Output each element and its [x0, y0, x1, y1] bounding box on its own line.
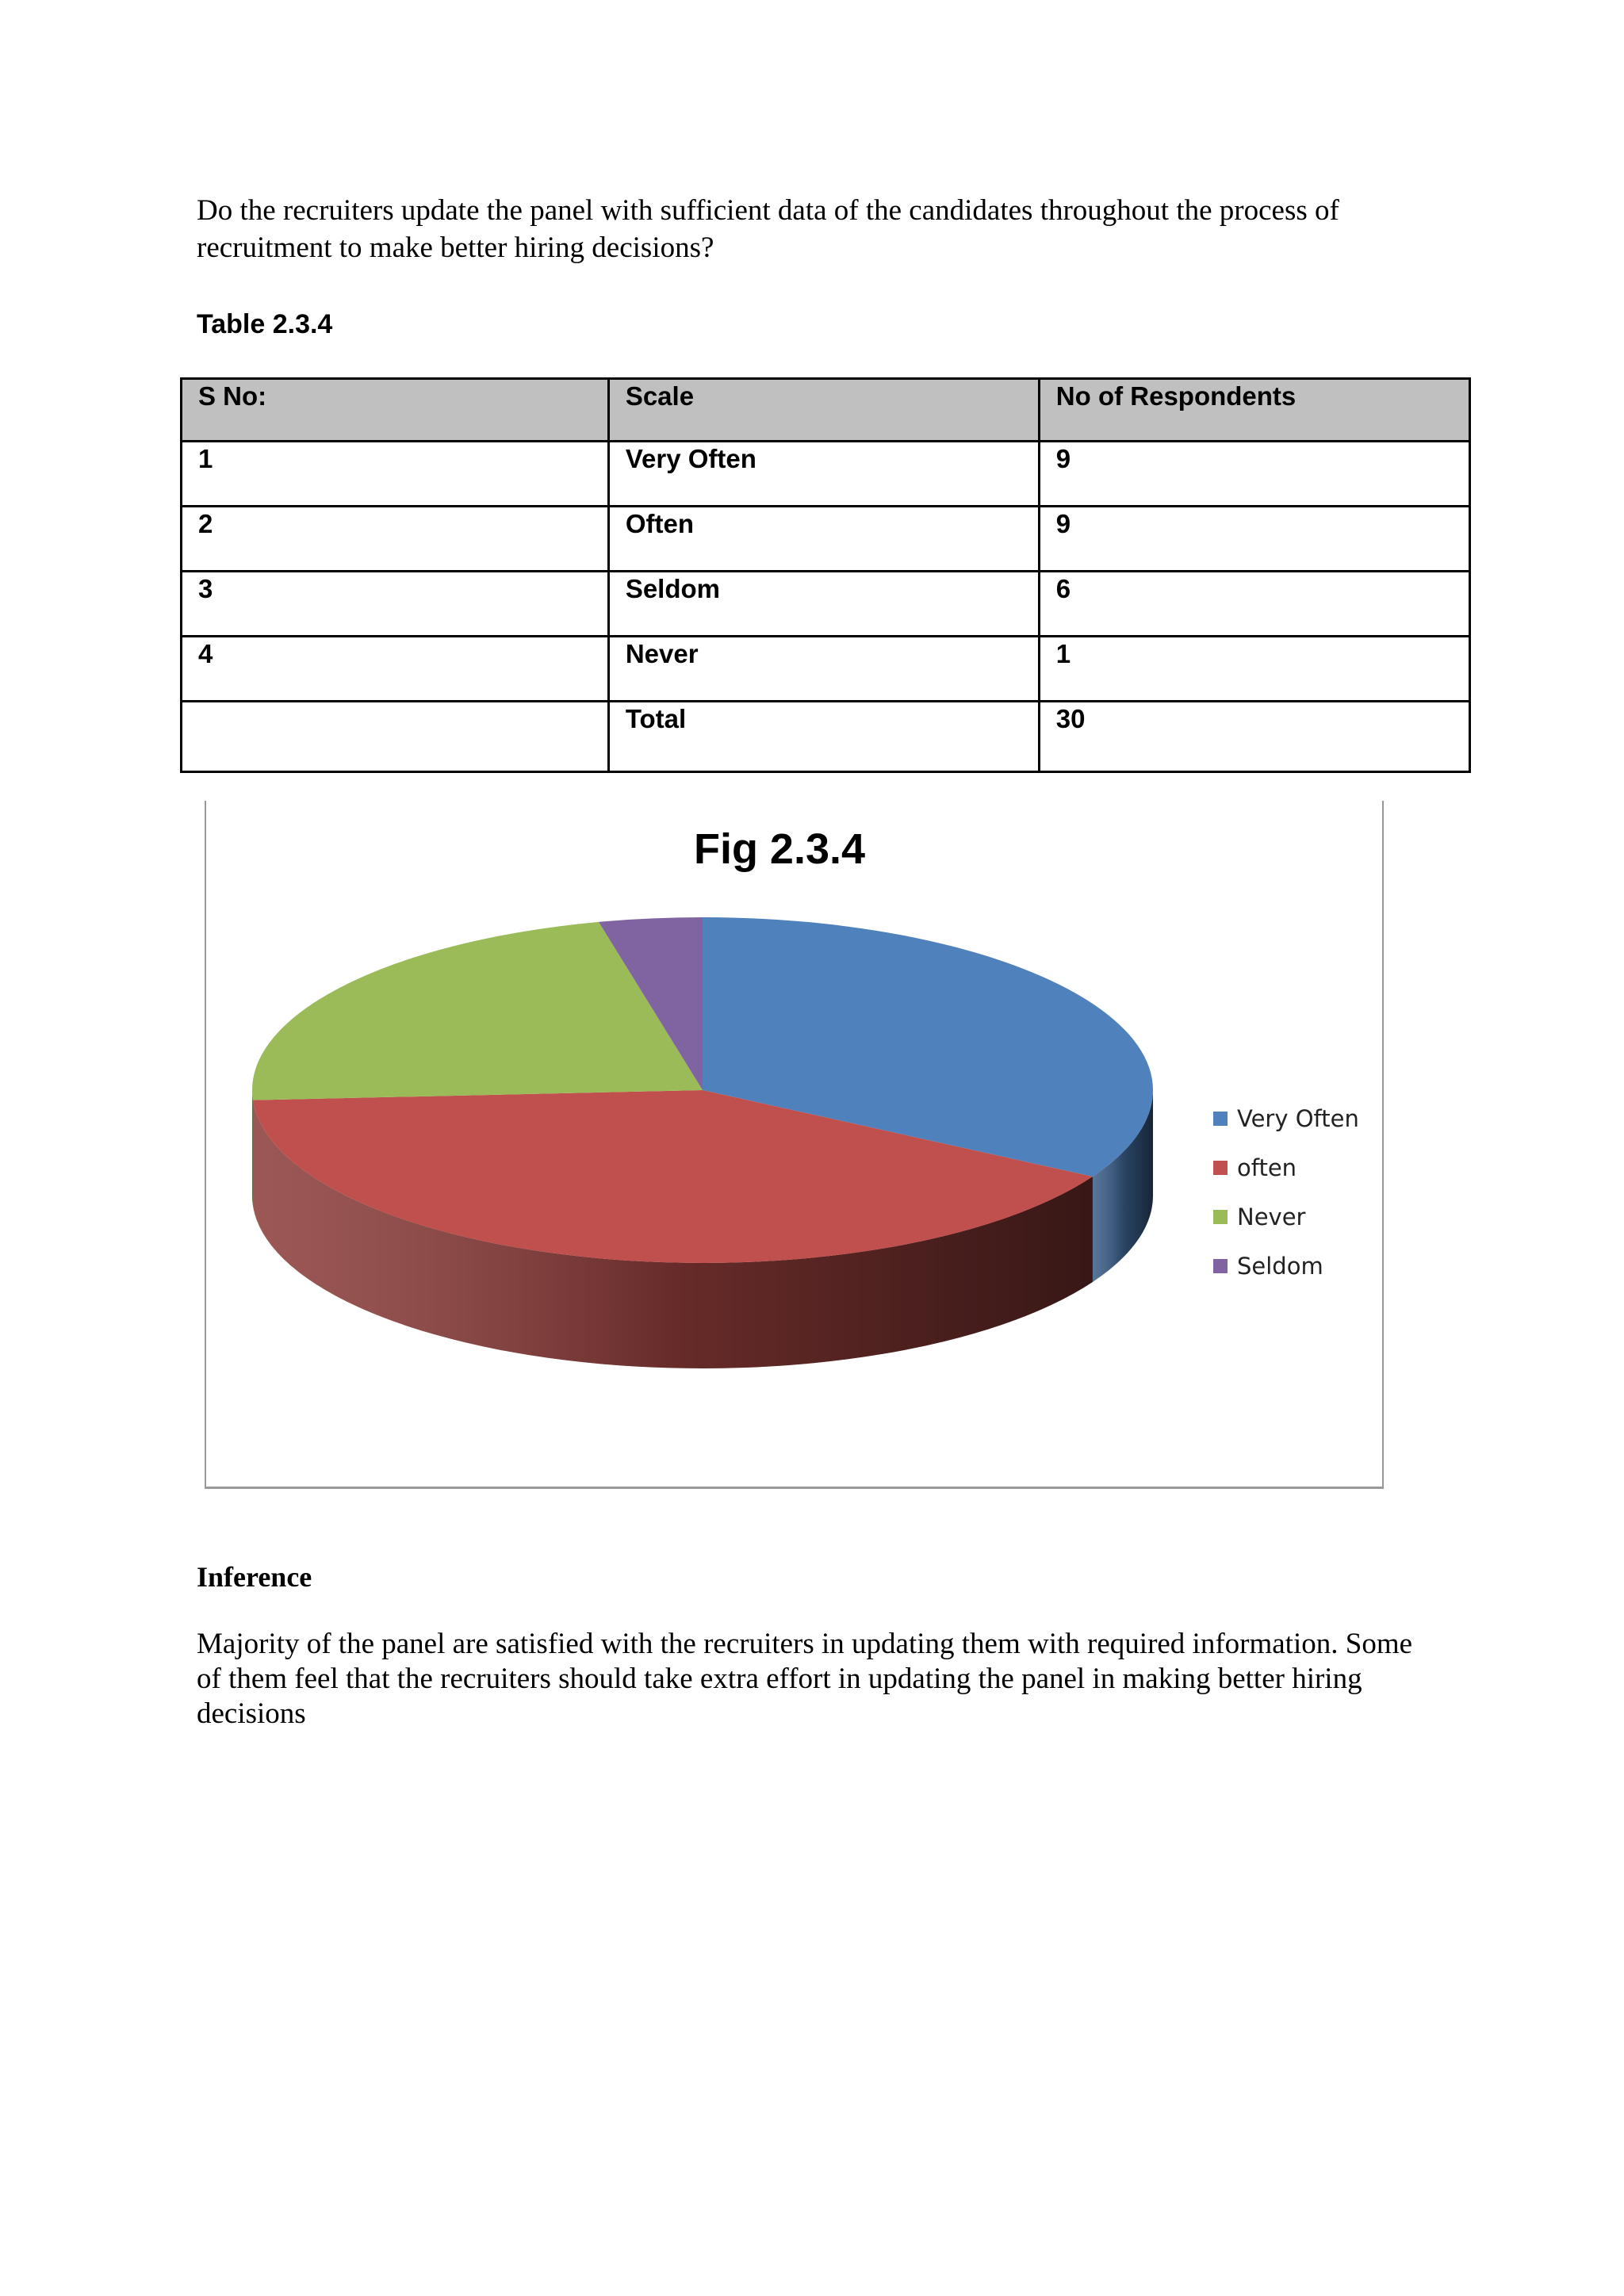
inference-text: Majority of the panel are satisfied with the recruiters in updating them with required information. Some of them feel that the recruiters should take extra effort in updating the panel in making better hiring decisions — [197, 1628, 1413, 1730]
legend-label: Never — [1237, 1203, 1306, 1230]
legend-item — [1213, 1143, 1359, 1192]
table-cell: 4 — [182, 637, 609, 702]
respondents-table — [180, 377, 1471, 773]
table-cell: Never — [608, 637, 1039, 702]
table-cell: 6 — [1039, 572, 1469, 637]
table-cell: Often — [608, 507, 1039, 572]
table-cell: 30 — [1039, 702, 1469, 772]
table-cell: 1 — [1039, 637, 1469, 702]
table-cell: 9 — [1039, 507, 1469, 572]
inference-heading: Inference — [197, 1561, 312, 1593]
legend-item — [1213, 1242, 1359, 1291]
table-cell: Total — [608, 702, 1039, 772]
pie-chart — [205, 888, 1196, 1475]
table-row — [182, 442, 1470, 507]
table-total-row — [182, 702, 1470, 772]
legend-item — [1213, 1094, 1359, 1143]
pie-slice-side-shade — [252, 1090, 253, 1206]
chart-title: Fig 2.3.4 — [693, 825, 866, 873]
legend-swatch — [1213, 1112, 1228, 1126]
legend-label: Very Often — [1237, 1105, 1359, 1132]
table-cell: 3 — [182, 572, 609, 637]
legend-label: Seldom — [1237, 1253, 1323, 1280]
legend-item — [1213, 1192, 1359, 1242]
table-header-cell: No of Respondents — [1039, 379, 1469, 442]
table-cell: Seldom — [608, 572, 1039, 637]
table-header-cell: Scale — [608, 379, 1039, 442]
table-cell: 1 — [182, 442, 609, 507]
table-caption: Table 2.3.4 — [197, 309, 333, 339]
table-header-cell: S No: — [182, 379, 609, 442]
chart-legend — [1213, 1094, 1359, 1291]
table-row — [182, 637, 1470, 702]
legend-swatch — [1213, 1259, 1228, 1273]
table-row — [182, 507, 1470, 572]
table-cell: 9 — [1039, 442, 1469, 507]
legend-swatch — [1213, 1210, 1228, 1224]
table-cell: 2 — [182, 507, 609, 572]
chart-title-wrap — [0, 825, 1624, 874]
table-header-row — [182, 379, 1470, 442]
table-row — [182, 572, 1470, 637]
question-text: Do the recruiters update the panel with sufficient data of the candidates throughout the process of recruitment to make better hiring decisions? — [197, 194, 1339, 264]
legend-label: often — [1237, 1154, 1297, 1181]
legend-swatch — [1213, 1161, 1228, 1175]
table-cell — [182, 702, 609, 772]
table-cell: Very Often — [608, 442, 1039, 507]
